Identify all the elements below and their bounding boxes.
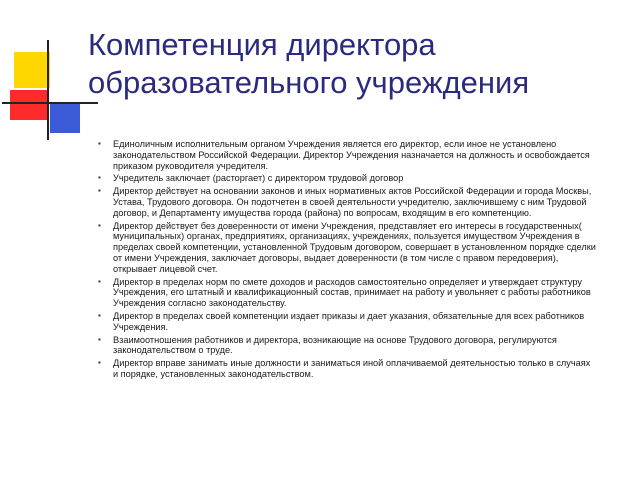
bullet-icon: ▪ — [98, 173, 101, 183]
bullet-item — [98, 358, 598, 380]
bullet-text: Директор в пределах норм по смете доходов и расходов самостоятельно определяет и утверждает структуру Учреждения, его штатный и квалификационный состав, принимает на работу и увольняет с работы работников Учреждения согласно законодательству. — [113, 276, 591, 309]
bullet-item — [98, 139, 598, 171]
bullet-text: Директор вправе занимать иные должности и заниматься иной оплачиваемой деятельностью только в случаях и порядке, установленных законодательством. — [113, 358, 591, 379]
bullet-icon: ▪ — [98, 334, 101, 344]
bullet-icon: ▪ — [98, 220, 101, 230]
yellow-square-icon — [14, 52, 50, 88]
horizontal-line-icon — [2, 102, 98, 104]
bullet-item — [98, 186, 598, 218]
bullet-text: Единоличным исполнительным органом Учреждения является его директор, если иное не установлено законодательством Российской Федерации. Директор Учреждения назначается на должность и освобождается приказом руководителя учредителя. — [113, 139, 590, 171]
slide-title: Компетенция директора образовательного учреждения — [88, 27, 530, 100]
bullet-icon: ▪ — [98, 139, 101, 148]
bullet-icon: ▪ — [98, 358, 101, 368]
bullet-icon: ▪ — [98, 310, 101, 320]
bullet-item — [98, 277, 598, 309]
bullet-text: Директор в пределах своей компетенции издает приказы и дает указания, обязательные для всех работников Учреждения. — [113, 310, 585, 332]
bullet-item — [98, 311, 598, 333]
bullet-icon: ▪ — [98, 186, 101, 196]
red-square-icon — [10, 90, 48, 120]
bullet-item — [98, 173, 598, 184]
decorative-logo-icon — [0, 0, 100, 150]
bullet-list — [98, 139, 598, 382]
bullet-icon: ▪ — [98, 276, 101, 286]
vertical-line-icon — [47, 40, 49, 140]
bullet-text: Директор действует без доверенности от имени Учреждения, представляет его интересы в государственных( муниципальных) органах, предприятиях, организациях, учреждениях, пользуется имуществом Учреждения в пределах своей компетенции, установленной Трудовым договором, совершает в установленном порядке сделки от имени Учреждения, заключает договоры, выдает доверенности (в том числе с правом передоверия), открывает лицевой счет. — [113, 220, 596, 274]
bullet-text: Учредитель заключает (расторгает) с директором трудовой договор — [113, 173, 404, 184]
bullet-item — [98, 335, 598, 357]
bullet-item — [98, 221, 598, 275]
bullet-text: Взаимоотношения работников и директора, возникающие на основе Трудового договора, регулируются законодательством о труде. — [113, 334, 557, 356]
blue-square-icon — [50, 103, 80, 133]
bullet-text: Директор действует на основании законов и иных нормативных актов Российской Федерации и города Москвы, Устава, Трудового договора. Он подотчетен в своей деятельности учредителю, заключившему с ним Трудовой договор, и Департаменту имущества города (района) по вопросам, входящим в его компетенцию. — [113, 186, 592, 218]
